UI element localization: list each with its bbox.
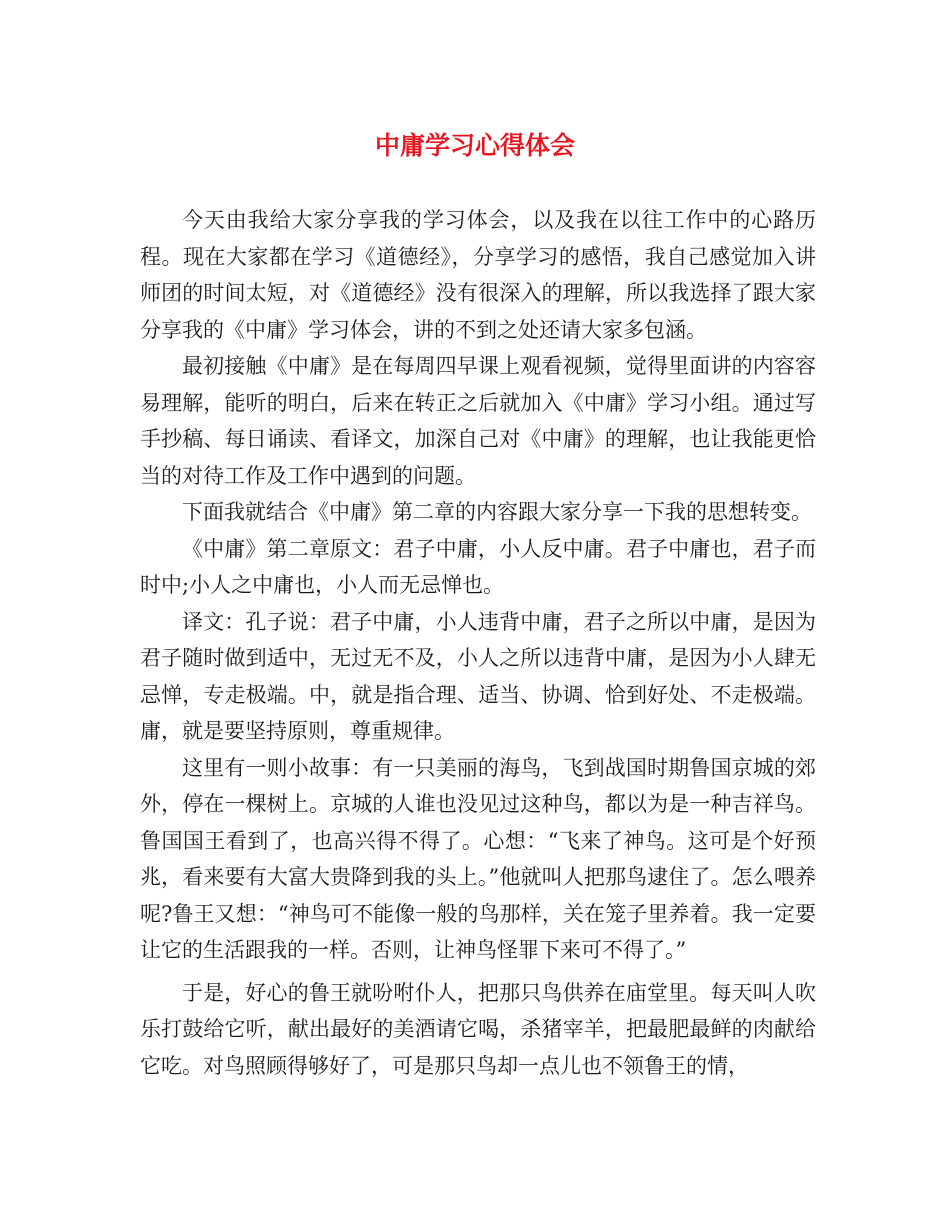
paragraph-story-continued: 于是，好心的鲁王就吩咐仆人，把那只鸟供养在庙堂里。每天叫人吹乐打鼓给它听，献出最好的美酒请它喝，杀猪宰羊，把最肥最鲜的肉献给它吃。对鸟照顾得够好了，可是那只鸟却一点儿也不领鲁王的情，	[140, 980, 816, 1078]
paragraph-intro: 今天由我给大家分享我的学习体会，以及我在以往工作中的心路历程。现在大家都在学习《道德经》，分享学习的感悟，我自己感觉加入讲师团的时间太短，对《道德经》没有很深入的理解，所以我选择了跟大家分享我的《中庸》学习体会，讲的不到之处还请大家多包涵。	[140, 208, 816, 342]
document-title: 中庸学习心得体会	[374, 131, 575, 160]
paragraph-translation: 译文：孔子说：君子中庸，小人违背中庸，君子之所以中庸，是因为君子随时做到适中，无过无不及，小人之所以违背中庸，是因为小人肆无忌惮，专走极端。中，就是指合理、适当、协调、恰到好处、不走极端。庸，就是要坚持原则，尊重规律。	[140, 609, 816, 743]
paragraph-chapter-intro: 下面我就结合《中庸》第二章的内容跟大家分享一下我的思想转变。	[182, 500, 812, 524]
document-body	[140, 202, 816, 1084]
paragraph-story: 这里有一则小故事：有一只美丽的海鸟，飞到战国时期鲁国京城的郊外，停在一棵树上。京城的人谁也没见过这种鸟，都以为是一种吉祥鸟。鲁国国王看到了，也高兴得不得了。心想：“飞来了神鸟。这可是个好预兆，看来要有大富大贵降到我的头上。”他就叫人把那鸟逮住了。怎么喂养呢?鲁王又想：“神鸟可不能像一般的鸟那样，关在笼子里养着。我一定要让它的生活跟我的一样。否则，让神鸟怪罪下来可不得了。”	[140, 755, 816, 962]
paragraph-original-text: 《中庸》第二章原文：君子中庸，小人反中庸。君子中庸也，君子而时中;小人之中庸也，小人而无忌惮也。	[140, 536, 816, 597]
paragraph-first-contact: 最初接触《中庸》是在每周四早课上观看视频，觉得里面讲的内容容易理解，能听的明白，后来在转正之后就加入《中庸》学习小组。通过写手抄稿、每日诵读、看译文，加深自己对《中庸》的理解，也让我能更恰当的对待工作及工作中遇到的问题。	[140, 354, 816, 488]
